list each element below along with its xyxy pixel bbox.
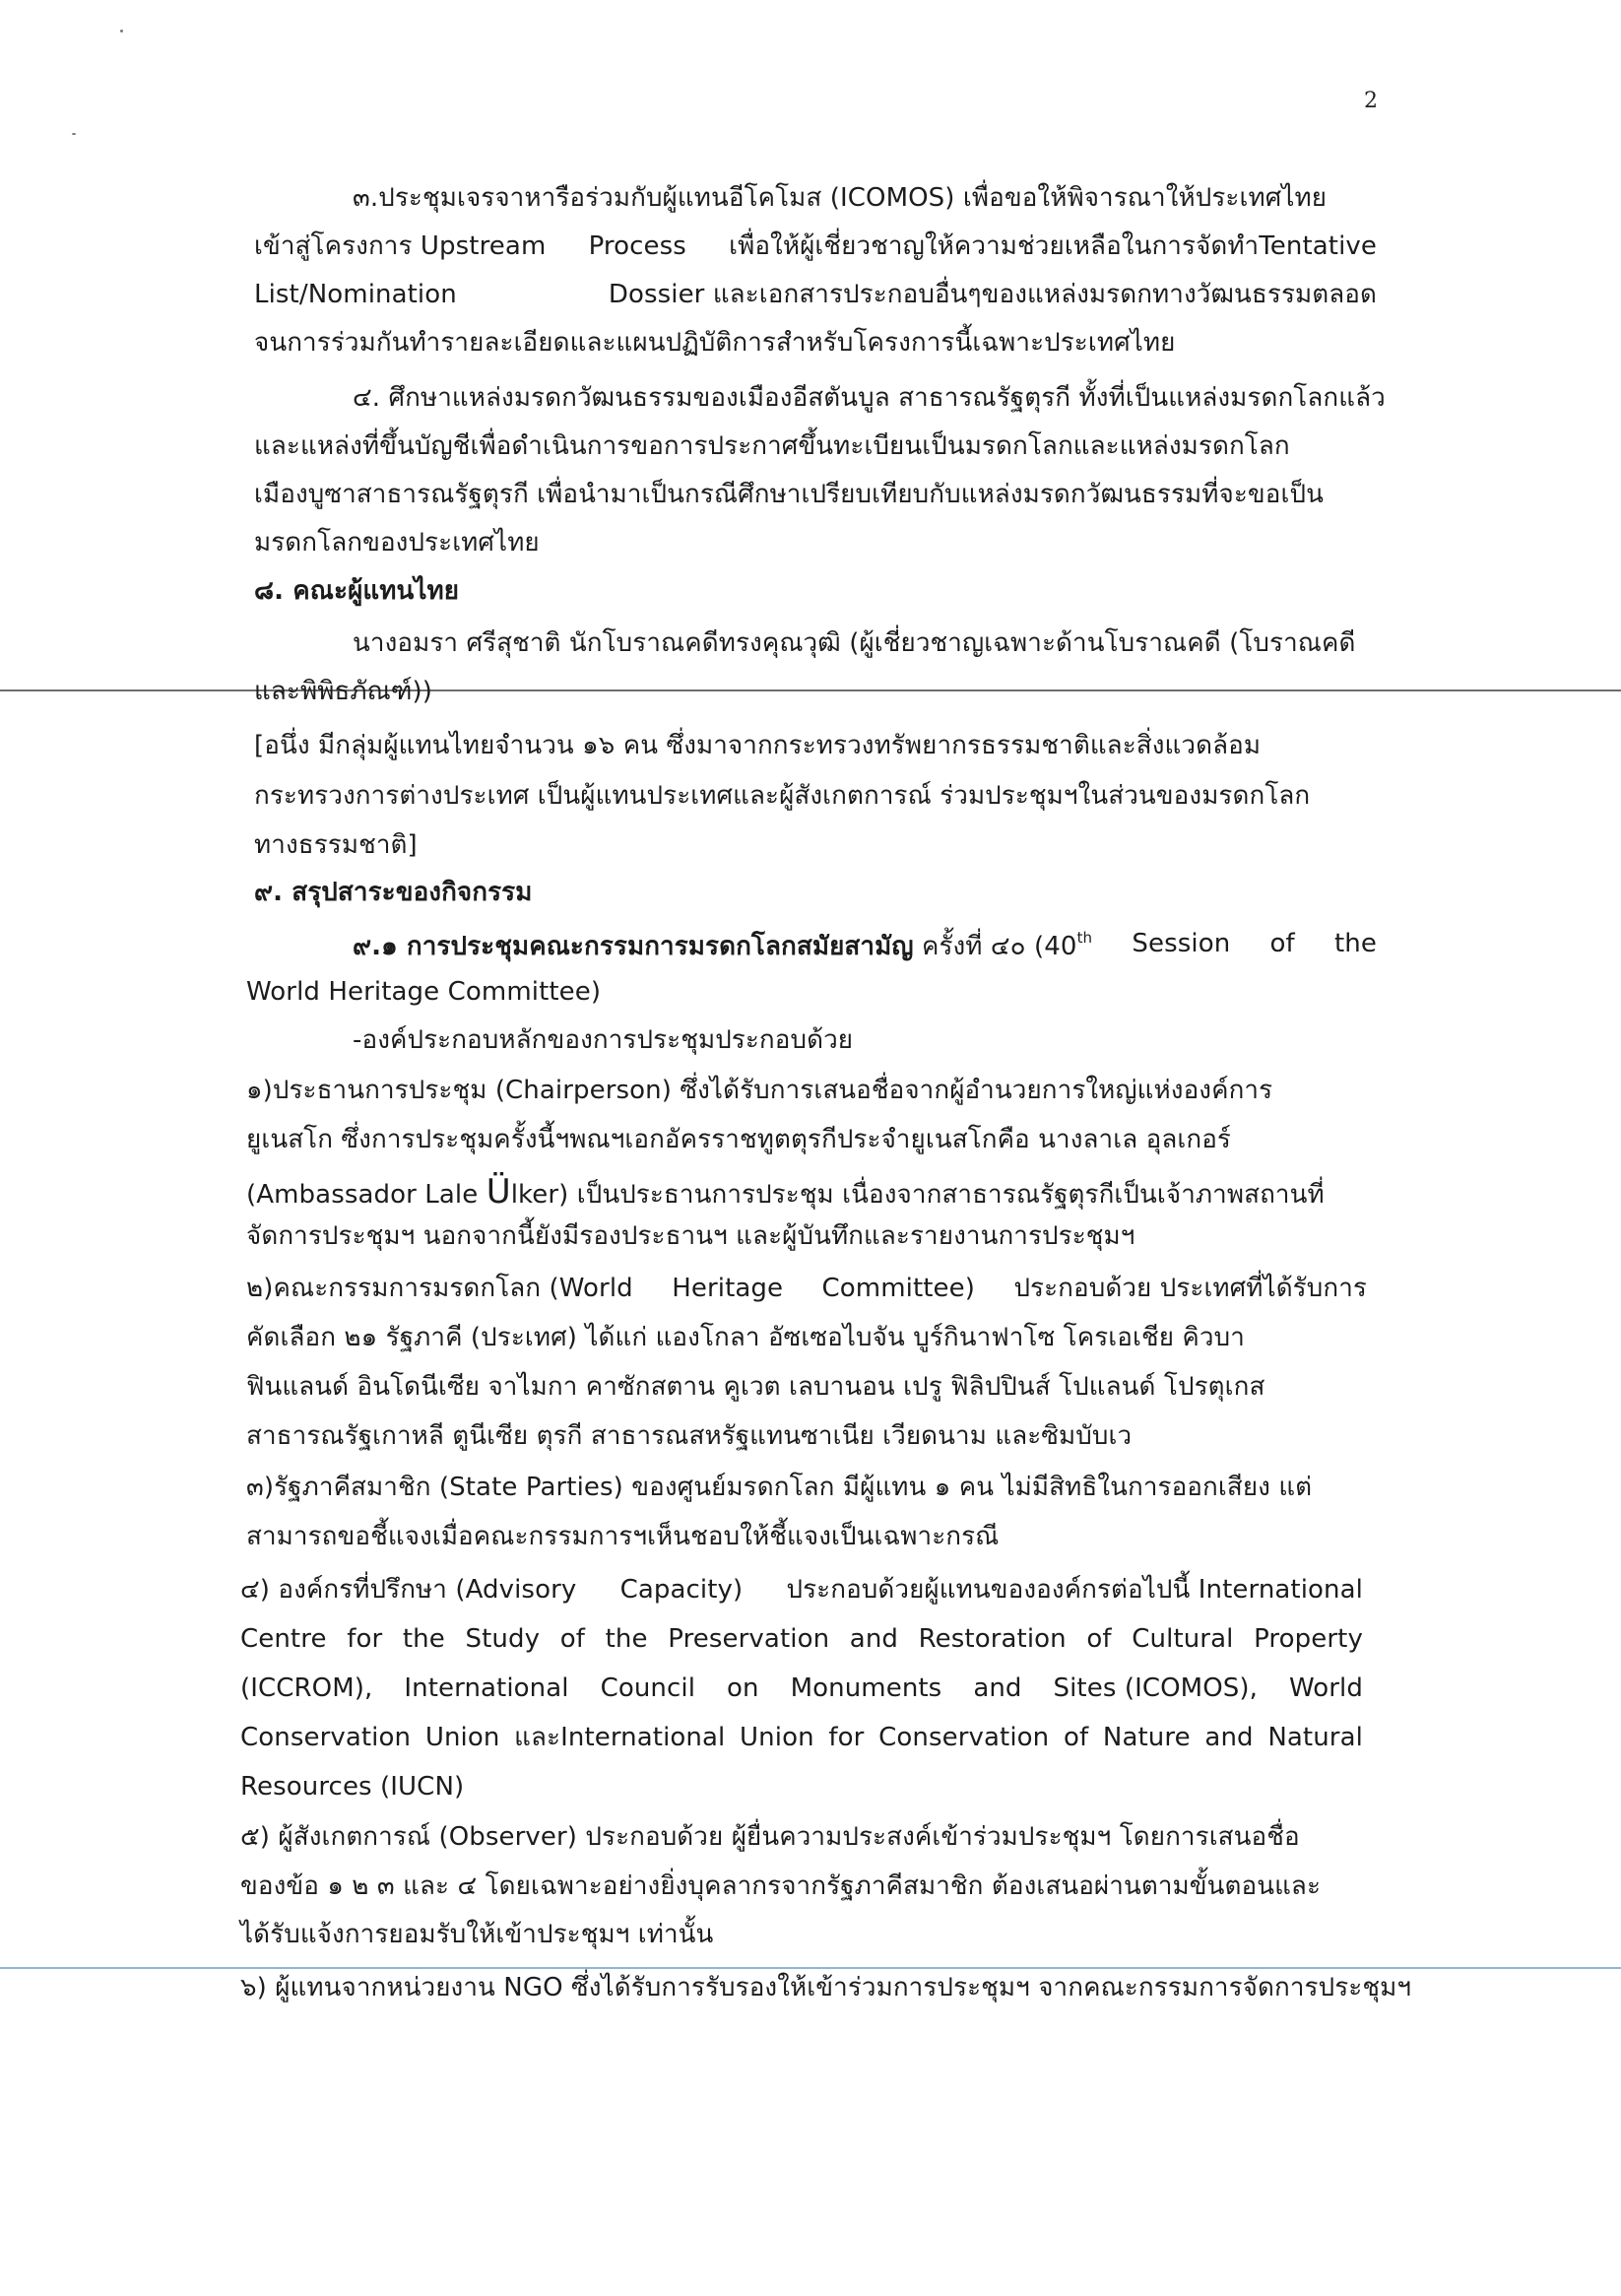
sub-heading-bold: ๙.๑ การประชุมคณะกรรมการมรดกโลกสมัยสามัญ [353, 932, 914, 961]
item3-line-2: สามารถขอชี้แจงเมื่อคณะกรรมการฯเห็นชอบให้ชี้แจงเป็นเฉพาะกรณี [246, 1522, 1000, 1551]
word: of [1086, 1624, 1112, 1654]
item4-line-5: Resources (IUCN) [240, 1772, 465, 1802]
item2-line-3: ฟินแลนด์ อินโดนีเซีย จาไมกา คาซักสตาน คูเวต เลบานอน เปรู ฟิลิปปินส์ โปแลนด์ โปรตุเกส [246, 1372, 1265, 1402]
word: International [404, 1673, 569, 1703]
word: และInternational [514, 1723, 726, 1752]
word: World [1288, 1673, 1363, 1703]
item2-line-1 [246, 1276, 1367, 1301]
item1-line-1: ๑)ประธานการประชุม (Chairperson) ซึ่งได้รับการเสนอชื่อจากผู้อำนวยการใหญ่แห่งองค์การ [246, 1076, 1273, 1105]
word: ประกอบด้วยผู้แทนขององค์กรต่อไปนี้ International [786, 1575, 1363, 1605]
item3-line-1: ๓)รัฐภาคีสมาชิก (State Parties) ของศูนย์มรดกโลก มีผู้แทน ๑ คน ไม่มีสิทธิในการออกเสียง แต่ [246, 1473, 1313, 1502]
delegation-line-1: นางอมรา ศรีสุชาติ นักโบราณคดีทรงคุณวุฒิ (ผู้เชี่ยวชาญเฉพาะด้านโบราณคดี (โบราณคดี [353, 628, 1356, 658]
word: Restoration [918, 1624, 1067, 1654]
word: and [849, 1624, 899, 1654]
word: the [402, 1624, 445, 1654]
item2-line-2: คัดเลือก ๒๑ รัฐภาคี (ประเทศ) ได้แก่ แองโกลา อัซเซอไบจัน บูร์กินาฟาโซ โครเอเชีย คิวบา [246, 1323, 1245, 1352]
item6-line-1: ๖) ผู้แทนจากหน่วยงาน NGO ซึ่งได้รับการรับรองให้เข้าร่วมการประชุมฯ จากคณะกรรมการจัดการประชุมฯ [240, 1973, 1412, 2002]
item5-line-3: ได้รับแจ้งการยอมรับให้เข้าประชุมฯ เท่านั้น [240, 1920, 714, 1949]
item1-line-3a: (Ambassador Lale [246, 1180, 486, 1210]
s4-line-3: เมืองบูซาสาธารณรัฐตุรกี เพื่อนำมาเป็นกรณีศึกษาเปรียบเทียบกับแหล่งมรดกวัฒนธรรมที่จะขอเป็น [254, 480, 1324, 509]
word: Process [588, 231, 686, 261]
word: Committee) [821, 1274, 975, 1303]
word: on [727, 1673, 759, 1703]
delegation-note-1: [อนึ่ง มีกลุ่มผู้แทนไทยจำนวน ๑๖ คน ซึ่งมาจากกระทรวงทรัพยากรธรรมชาติและสิ่งแวดล้อม [254, 731, 1262, 760]
item5-line-2: ของข้อ ๑ ๒ ๓ และ ๔ โดยเฉพาะอย่างยิ่งบุคลากรจากรัฐภาคีสมาชิก ต้องเสนอผ่านตามขั้นตอนและ [240, 1871, 1322, 1901]
item4-line-3 [240, 1675, 1363, 1701]
item1-line-2: ยูเนสโก ซึ่งการประชุมครั้งนี้ฯพณฯเอกอัครราชทูตตุรกีประจำยูเนสโกคือ นางลาเล อุลเกอร์ [246, 1125, 1231, 1154]
word: Conservation [240, 1723, 412, 1752]
sub-heading-main [353, 931, 1092, 959]
item1-line-4: จัดการประชุมฯ นอกจากนี้ยังมีรองประธานฯ และผู้บันทึกและรายงานการประชุมฯ [246, 1221, 1135, 1251]
word: Property [1254, 1624, 1363, 1654]
word: the [605, 1624, 648, 1654]
word: ๔) องค์กรที่ปรึกษา (Advisory [240, 1575, 577, 1605]
word: Union [740, 1723, 814, 1752]
word: ๒)คณะกรรมการมรดกโลก (World [246, 1274, 633, 1303]
word: Study [465, 1624, 541, 1654]
word: of [559, 1624, 585, 1654]
summary-heading: ๙. สรุปสาระของกิจกรรม [254, 878, 533, 907]
components-intro: -องค์ประกอบหลักของการประชุมประกอบด้วย [353, 1025, 854, 1055]
word: Sites (ICOMOS), [1053, 1673, 1258, 1703]
word: for [828, 1723, 865, 1752]
word: Heritage [672, 1274, 784, 1303]
delegation-heading: ๘. คณะผู้แทนไทย [254, 576, 460, 606]
word: Cultural [1132, 1624, 1234, 1654]
sub-heading-sup: th [1076, 929, 1093, 947]
item5-line-1: ๕) ผู้สังเกตการณ์ (Observer) ประกอบด้วย ผู้ยื่นความประสงค์เข้าร่วมประชุมฯ โดยการเสนอชื่อ [240, 1822, 1300, 1852]
word: Preservation [668, 1624, 830, 1654]
ruled-line-top [0, 689, 1621, 691]
word: of [1063, 1723, 1089, 1752]
s4-line-2: และแหล่งที่ขึ้นบัญชีเพื่อดำเนินการขอการประกาศขึ้นทะเบียนเป็นมรดกโลกและแหล่งมรดกโลก [254, 431, 1290, 461]
item1-line-3 [246, 1172, 1325, 1212]
page-number: 2 [1364, 89, 1378, 113]
word: Centre [240, 1624, 327, 1654]
s3-line-4: จนการร่วมกันทำรายละเอียดและแผนปฏิบัติการสำหรับโครงการนี้เฉพาะประเทศไทย [254, 328, 1176, 358]
scan-speck [120, 30, 123, 33]
s4-line-4: มรดกโลกของประเทศไทย [254, 528, 540, 558]
word: Capacity) [619, 1575, 744, 1605]
delegation-line-2: และพิพิธภัณฑ์)) [254, 677, 433, 706]
word: Nature [1102, 1723, 1191, 1752]
sub-heading-rest: ครั้งที่ ๔๐ (40 [921, 932, 1077, 961]
word: Natural [1267, 1723, 1363, 1752]
item4-line-2 [240, 1626, 1363, 1652]
s3-line-2 [254, 233, 1377, 259]
sub-heading-line-2: World Heritage Committee) [246, 977, 602, 1007]
word: Conservation [878, 1723, 1050, 1752]
item2-line-4: สาธารณรัฐเกาหลี ตูนีเซีย ตุรกี สาธารณสหรัฐแทนซาเนีย เวียดนาม และซิมบับเว [246, 1421, 1133, 1451]
item1-u-letter: Ü [486, 1172, 511, 1212]
s3-line-3 [254, 282, 1377, 307]
s3-line-1: ๓.ประชุมเจรจาหารือร่วมกับผู้แทนอีโคโมส (ICOMOS) เพื่อขอให้พิจารณาให้ประเทศไทย [353, 183, 1328, 213]
delegation-note-2: กระทรวงการต่างประเทศ เป็นผู้แทนประเทศและผู้สังเกตการณ์ ร่วมประชุมฯในส่วนของมรดกโลก [254, 781, 1311, 811]
word: Monuments [790, 1673, 942, 1703]
sub-heading-word: of [1269, 929, 1295, 958]
delegation-note-3: ทางธรรมชาติ] [254, 830, 418, 860]
s4-line-1: ๔. ศึกษาแหล่งมรดกวัฒนธรรมของเมืองอีสตันบูล สาธารณรัฐตุรกี ทั้งที่เป็นแหล่งมรดกโลกแล้ว [353, 383, 1386, 413]
sub-heading-word: Session [1132, 929, 1231, 958]
word: and [1204, 1723, 1254, 1752]
item4-line-1 [240, 1577, 1363, 1603]
item1-line-3b: lker) เป็นประธานการประชุม เนื่องจากสาธารณรัฐตุรกีเป็นเจ้าภาพสถานที่ [510, 1180, 1325, 1210]
word: Union [424, 1723, 500, 1752]
word: (ICCROM), [240, 1673, 373, 1703]
scan-speck [72, 133, 76, 135]
word: List/Nomination [254, 280, 457, 309]
ruled-line-bottom [0, 1967, 1621, 1969]
word: Dossier และเอกสารประกอบอื่นๆของแหล่งมรดกทางวัฒนธรรมตลอด [608, 280, 1377, 309]
summary-sub-heading [353, 931, 1377, 959]
word: for [347, 1624, 383, 1654]
sub-heading-word: the [1333, 929, 1377, 958]
word: Council [600, 1673, 696, 1703]
word: เข้าสู่โครงการ Upstream [254, 231, 547, 261]
item4-line-4 [240, 1725, 1363, 1750]
word: เพื่อให้ผู้เชี่ยวชาญให้ความช่วยเหลือในการจัดทำTentative [729, 231, 1377, 261]
word: ประกอบด้วย ประเทศที่ได้รับการ [1013, 1274, 1367, 1303]
word: and [973, 1673, 1022, 1703]
